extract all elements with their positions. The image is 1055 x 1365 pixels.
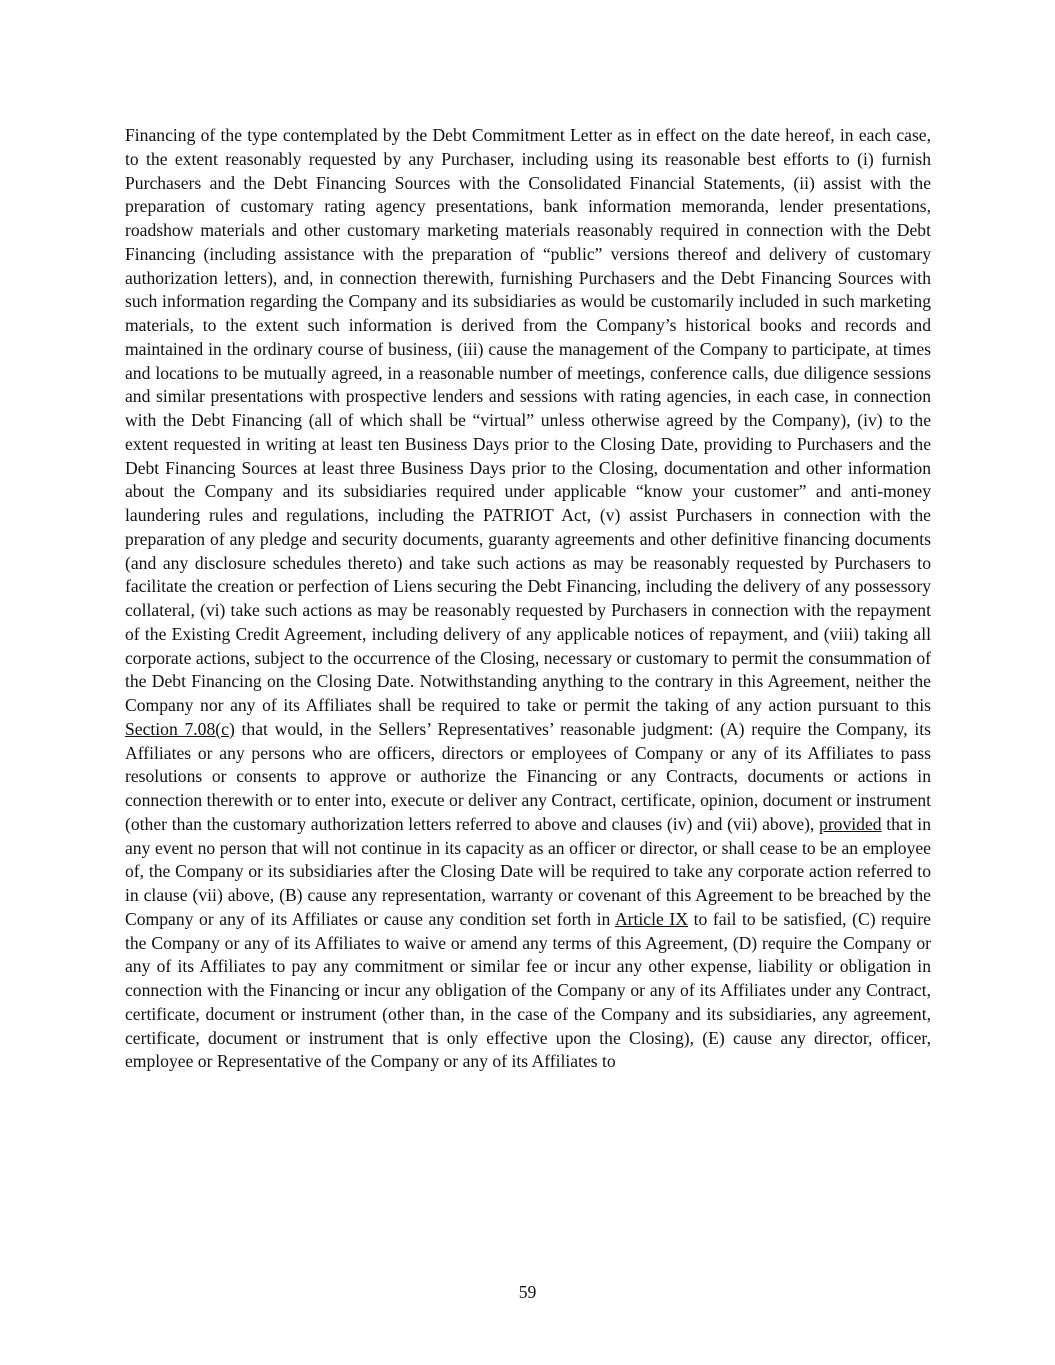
text-segment: that would, in the Sellers’ Representatives’ reasonable judgment: (A) require the Company, its Affiliates or any persons who are officers, directors or employees of Company or any of its Affiliates to pass resolutions or consents to approve or authorize the Financing or any Contracts, documents or actions in connection therewith or to enter into, execute or deliver any Contract, certificate, opinion, document or instrument (other than the customary authorization letters referred to above and clauses (iv) and (vii) above), (125, 718, 931, 834)
body-paragraph (125, 124, 931, 1074)
text-segment: Financing of the type contemplated by the Debt Commitment Letter as in effect on the date hereof, in each case, to the extent reasonably requested by any Purchaser, including using its reasonable best efforts to (i) furnish Purchasers and the Debt Financing Sources with the Consolidated Financial Statements, (ii) assist with the preparation of customary rating agency presentations, bank information memoranda, lender presentations, roadshow materials and other customary marketing materials reasonably required in connection with the Debt Financing (including assistance with the preparation of “public” versions thereof and delivery of customary authorization letters), and, in connection therewith, furnishing Purchasers and the Debt Financing Sources with such information regarding the Company and its subsidiaries as would be customarily included in such marketing materials, to the extent such information is derived from the Company’s historical books and records and maintained in the ordinary course of business, (iii) cause the management of the Company to participate, at times and locations to be mutually agreed, in a reasonable number of meetings, conference calls, due diligence sessions and similar presentations with prospective lenders and sessions with rating agencies, in each case, in connection with the Debt Financing (all of which shall be “virtual” unless otherwise agreed by the Company), (iv) to the extent requested in writing at least ten Business Days prior to the Closing Date, providing to Purchasers and the Debt Financing Sources at least three Business Days prior to the Closing, documentation and other information about the Company and its subsidiaries required under applicable “know your customer” and anti-money laundering rules and regulations, including the PATRIOT Act, (v) assist Purchasers in connection with the preparation of any pledge and security documents, guaranty agreements and other definitive financing documents (and any disclosure schedules thereto) and take such actions as may be reasonably requested by Purchasers to facilitate the creation or perfection of Liens securing the Debt Financing, including the delivery of any possessory collateral, (vi) take such actions as may be reasonably requested by Purchasers in connection with the repayment of the Existing Credit Agreement, including delivery of any applicable notices of repayment, and (viii) taking all corporate actions, subject to the occurrence of the Closing, necessary or customary to permit the consummation of the Debt Financing on the Closing Date. Notwithstanding anything to the contrary in this Agreement, neither the Company nor any of its Affiliates shall be required to take or permit the taking of any action pursuant to this (125, 125, 931, 715)
article-reference-link: Article IX (614, 908, 688, 929)
text-segment: that in any event no person that will not continue in its capacity as an officer or director, or shall cease to be an employee of, the Company or its subsidiaries after the Closing Date will be required to take any corporate action referred to in clause (vii) above, (B) cause any representation, warranty or covenant of this Agreement to be breached by the Company or any of its Affiliates or cause any condition set forth in (125, 813, 931, 929)
provided-term: provided (819, 813, 882, 834)
page-number: 59 (518, 1282, 537, 1302)
text-segment: to fail to be satisfied, (C) require the Company or any of its Affiliates to waive or amend any terms of this Agreement, (D) require the Company or any of its Affiliates to pay any commitment or similar fee or incur any other expense, liability or obligation in connection with the Financing or incur any obligation of the Company or any of its Affiliates under any Contract, certificate, document or instrument (other than, in the case of the Company and its subsidiaries, any agreement, certificate, document or instrument that is only effective upon the Closing), (E) cause any director, officer, employee or Representative of the Company or any of its Affiliates to (125, 908, 931, 1072)
section-reference-link: Section 7.08(c) (125, 718, 235, 739)
